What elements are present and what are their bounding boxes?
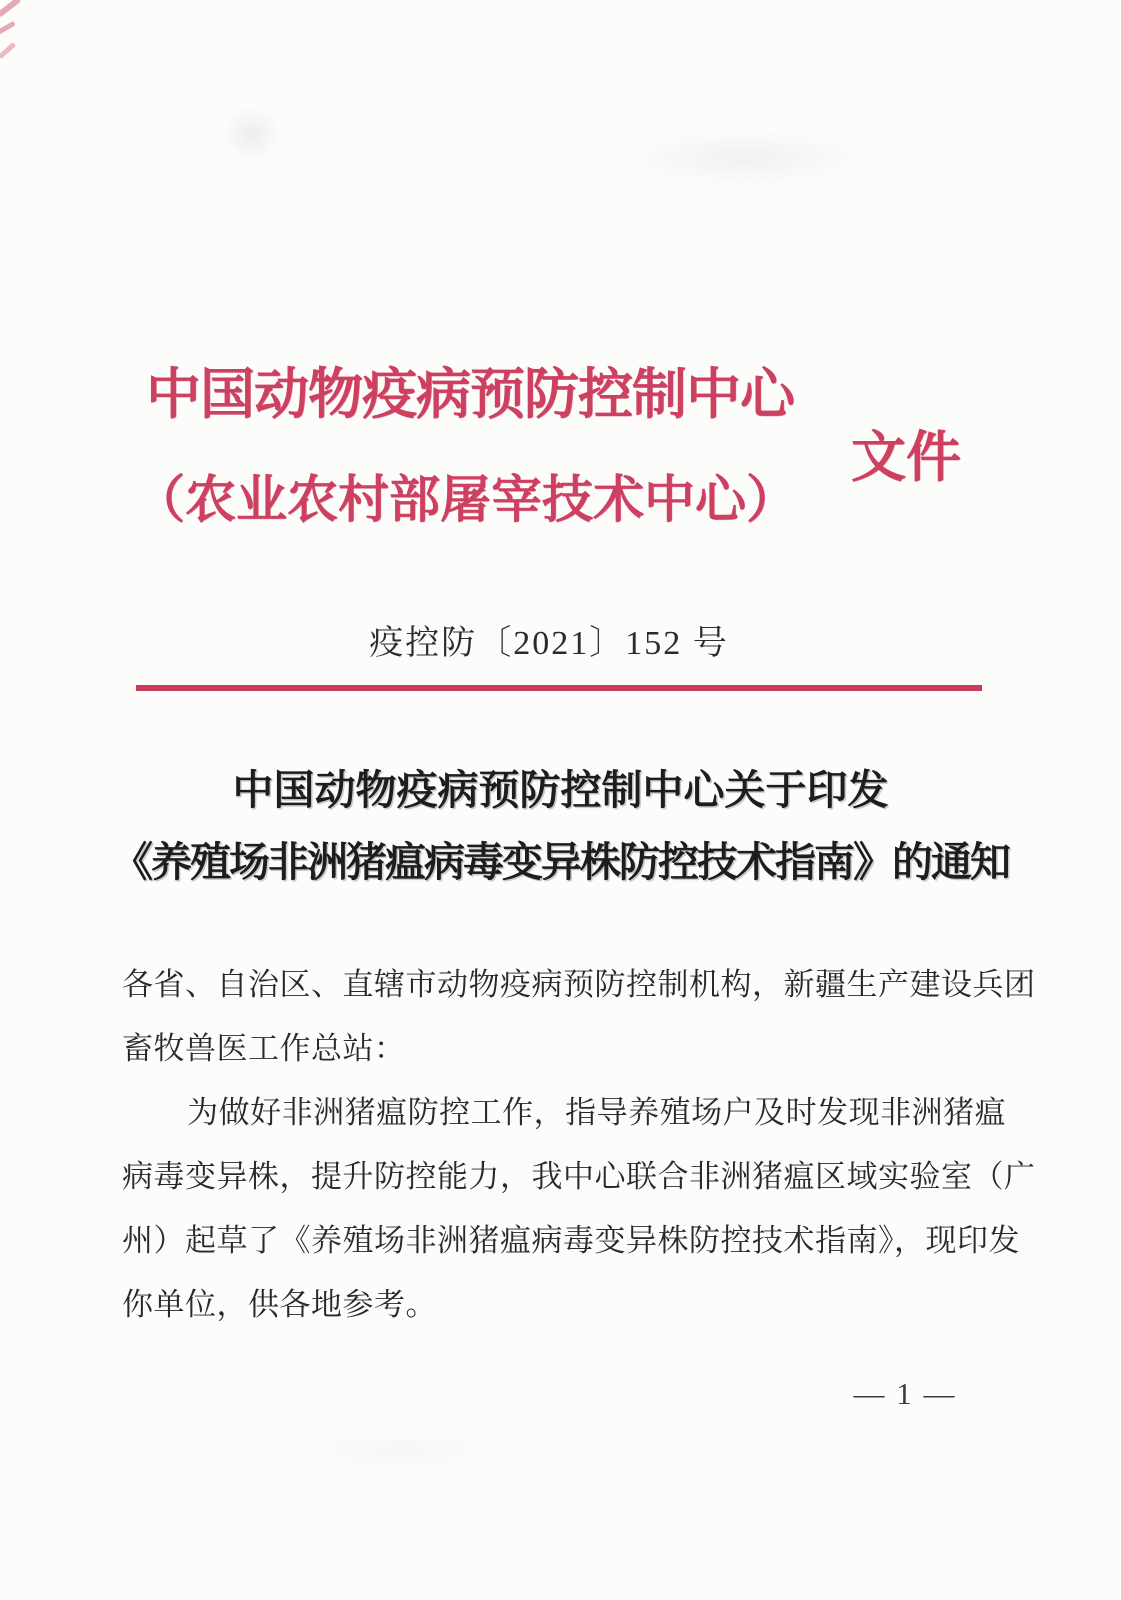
body-salutation-line: 畜牧兽医工作总站：: [122, 1031, 406, 1066]
document-title-line2: 《养殖场非洲猪瘟病毒变异株防控技术指南》的通知: [112, 839, 1009, 885]
scan-smudge: [222, 105, 282, 163]
scan-smudge: [628, 130, 863, 185]
body-paragraph-line: 病毒变异株，提升防控能力，我中心联合非洲猪瘟区域实验室（广: [122, 1159, 1036, 1194]
corner-red-mark: [0, 21, 16, 36]
body-salutation-line: 各省、自治区、直辖市动物疫病预防控制机构，新疆生产建设兵团: [122, 967, 1036, 1002]
scan-smudge: [300, 1430, 500, 1470]
page-number: — 1 —: [853, 1376, 957, 1411]
body-paragraph-line: 你单位，供各地参考。: [122, 1287, 437, 1322]
document-title-line1: 中国动物疫病预防控制中心关于印发: [232, 767, 889, 813]
corner-red-mark: [0, 0, 21, 17]
letterhead-doc-type-label: 文件: [851, 427, 962, 488]
corner-red-mark: [0, 42, 16, 59]
body-paragraph-line: 为做好非洲猪瘟防控工作，指导养殖场户及时发现非洲猪瘟: [187, 1095, 1007, 1130]
letterhead-org-name: 中国动物疫病预防控制中心: [146, 364, 795, 425]
letterhead-org-subname: （农业农村部屠宰技术中心）: [134, 473, 798, 529]
document-reference-number: 疫控防〔2021〕152 号: [369, 625, 729, 662]
red-separator-rule: [136, 685, 982, 691]
document-body: [122, 953, 1036, 1337]
body-paragraph-line: 州）起草了《养殖场非洲猪瘟病毒变异株防控技术指南》，现印发: [122, 1223, 1020, 1258]
